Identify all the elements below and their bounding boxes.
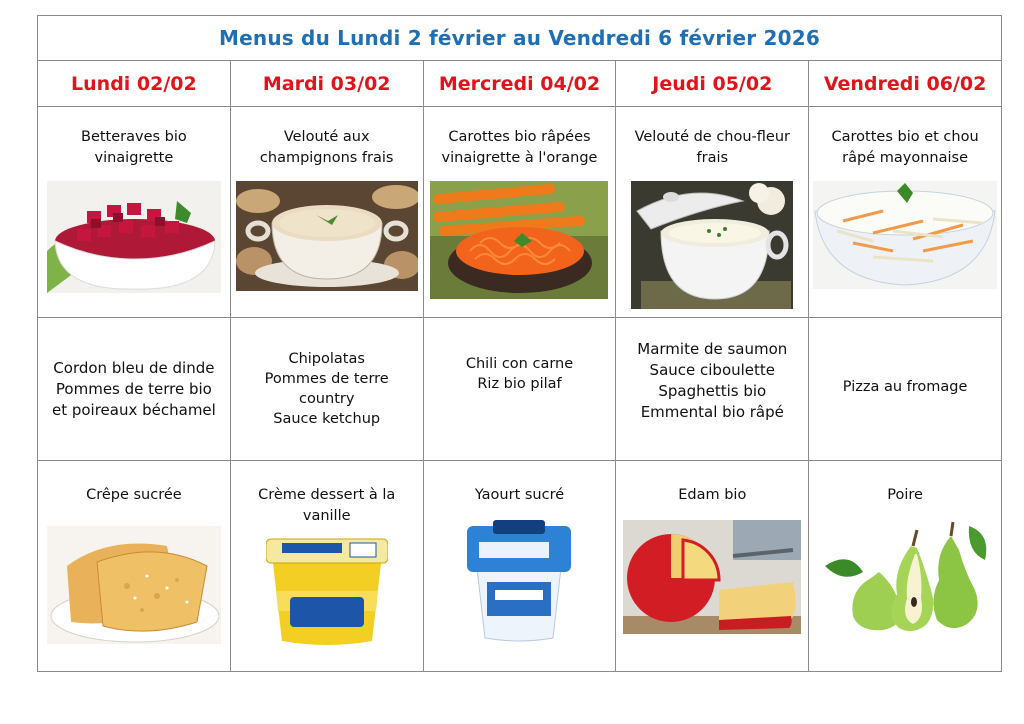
menu-sheet: [37, 15, 1002, 651]
main-cell-wednesday: [423, 318, 616, 461]
edam-cheese-icon: [623, 520, 801, 634]
day-header-friday: Vendredi 06/02: [823, 72, 987, 95]
pear-icon: [819, 520, 991, 636]
starter-dish: Betteraves bio vinaigrette: [81, 129, 187, 166]
main-dish: Marmite de saumon Sauce ciboulette Spaghettis bio Emmental bio râpé: [637, 340, 788, 421]
dessert-cell-wednesday: [423, 461, 616, 672]
dessert-dish: Poire: [887, 487, 923, 503]
cauliflower-soup-icon: [631, 181, 793, 309]
day-header-tuesday: Mardi 03/02: [262, 72, 391, 95]
dessert-cell-thursday: [616, 461, 809, 672]
starter-dish: Velouté de chou-fleur frais: [634, 129, 790, 166]
crepe-icon: [47, 526, 221, 644]
main-course-row: [38, 318, 1002, 461]
main-dish: Pizza au fromage: [842, 379, 968, 395]
main-dish: Chipolatas Pommes de terre country Sauce ketchup: [264, 351, 389, 427]
starter-cell-wednesday: [423, 107, 616, 318]
starter-cell-tuesday: [230, 107, 423, 318]
day-header-wednesday: Mercredi 04/02: [438, 72, 601, 95]
yogurt-icon: [465, 520, 573, 644]
starter-cell-thursday: [616, 107, 809, 318]
dessert-dish: Crêpe sucrée: [86, 487, 182, 503]
mushroom-soup-icon: [236, 181, 418, 291]
menu-title: Menus du Lundi 2 février au Vendredi 6 février 2026: [219, 26, 820, 50]
starter-cell-friday: [809, 107, 1002, 318]
day-header-monday: Lundi 02/02: [71, 72, 197, 95]
starter-dish: Carottes bio et chou râpé mayonnaise: [831, 129, 979, 166]
main-cell-thursday: [616, 318, 809, 461]
day-header-row: [38, 61, 1002, 107]
day-header-thursday: Jeudi 05/02: [652, 72, 773, 95]
main-dish: Cordon bleu de dinde Pommes de terre bio et poireaux béchamel: [51, 358, 216, 419]
dessert-dish: Crème dessert à la vanille: [258, 487, 396, 524]
beetroot-salad-icon: [47, 181, 221, 293]
dessert-row: [38, 461, 1002, 672]
main-cell-monday: [38, 318, 231, 461]
title-cell: [38, 16, 1002, 61]
coleslaw-icon: [813, 181, 997, 289]
starter-cell-monday: [38, 107, 231, 318]
main-dish: Chili con carne Riz bio pilaf: [465, 356, 574, 392]
vanilla-cream-cup-icon: [266, 531, 388, 649]
dessert-cell-monday: [38, 461, 231, 672]
dessert-dish: Yaourt sucré: [474, 487, 565, 503]
starter-dish: Velouté aux champignons frais: [259, 129, 394, 166]
main-cell-friday: [809, 318, 1002, 461]
starter-dish: Carottes bio râpées vinaigrette à l'orange: [441, 129, 598, 166]
dessert-cell-friday: [809, 461, 1002, 672]
dessert-cell-tuesday: [230, 461, 423, 672]
grated-carrots-icon: [430, 181, 608, 299]
main-cell-tuesday: [230, 318, 423, 461]
menu-table: [37, 15, 1002, 672]
starter-row: [38, 107, 1002, 318]
dessert-dish: Edam bio: [678, 487, 747, 503]
